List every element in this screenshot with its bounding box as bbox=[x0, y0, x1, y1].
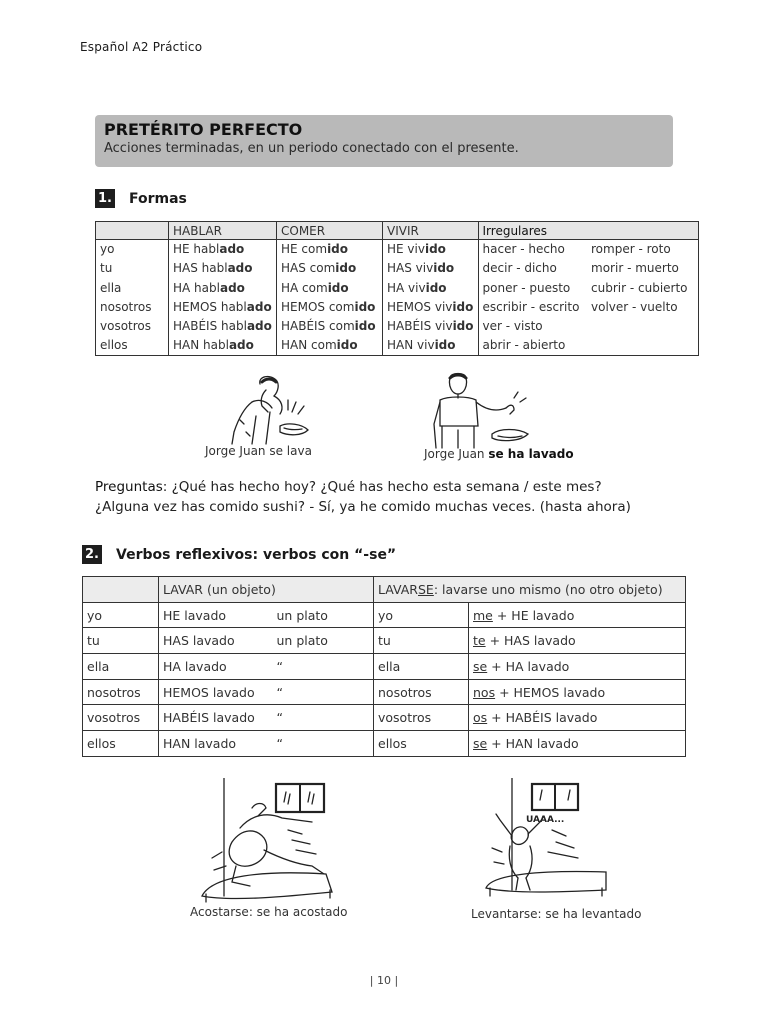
table-row bbox=[96, 240, 699, 259]
pronoun-cell: ella bbox=[83, 654, 159, 680]
section-number: 2. bbox=[82, 545, 102, 564]
running-header: Español A2 Práctico bbox=[80, 40, 203, 54]
vivir-cell: HEMOS vivido bbox=[383, 297, 479, 316]
vivir-cell: HA vivido bbox=[383, 278, 479, 297]
pronoun-cell: tu bbox=[374, 628, 469, 654]
man-washing-face-illustration bbox=[222, 372, 314, 448]
object-cell: “ bbox=[273, 705, 374, 731]
page-subtitle: Acciones terminadas, en un periodo conectado con el presente. bbox=[104, 141, 519, 156]
person-going-to-bed-illustration bbox=[192, 778, 340, 906]
pronoun-cell: yo bbox=[96, 240, 169, 259]
pronoun-cell: yo bbox=[83, 602, 159, 628]
table-header-row bbox=[83, 577, 686, 603]
header-cell-lavar: LAVAR (un objeto) bbox=[159, 577, 374, 603]
form-cell: HABÉIS lavado bbox=[159, 705, 273, 731]
reflexive-cell: nos + HEMOS lavado bbox=[469, 679, 686, 705]
header-cell bbox=[587, 222, 698, 240]
questions-block bbox=[95, 477, 631, 517]
pronoun-cell: vosotros bbox=[374, 705, 469, 731]
table-row bbox=[96, 259, 699, 278]
table-row bbox=[96, 317, 699, 336]
header-cell: HABLAR bbox=[169, 222, 277, 240]
reflexive-cell: se + HAN lavado bbox=[469, 731, 686, 757]
reflexive-table bbox=[82, 576, 686, 757]
figure-caption: Levantarse: se ha levantado bbox=[471, 907, 642, 921]
hablar-cell: HAN hablado bbox=[169, 336, 277, 355]
hablar-cell: HABÉIS hablado bbox=[169, 317, 277, 336]
person-getting-up-illustration bbox=[482, 778, 610, 898]
pronoun-cell: tu bbox=[83, 628, 159, 654]
form-cell: HAN lavado bbox=[159, 731, 273, 757]
comer-cell: HAS comido bbox=[277, 259, 383, 278]
page-title: PRETÉRITO PERFECTO bbox=[104, 120, 303, 139]
table-row bbox=[83, 602, 686, 628]
header-cell bbox=[83, 577, 159, 603]
form-cell: HE lavado bbox=[159, 602, 273, 628]
vivir-cell: HABÉIS vivido bbox=[383, 317, 479, 336]
form-cell: HA lavado bbox=[159, 654, 273, 680]
yawn-bubble-text: UAAA... bbox=[526, 815, 565, 825]
conjugation-table bbox=[95, 221, 699, 356]
vivir-cell: HAS vivido bbox=[383, 259, 479, 278]
table-row bbox=[96, 297, 699, 316]
object-cell: “ bbox=[273, 654, 374, 680]
pronoun-cell: ellos bbox=[374, 731, 469, 757]
reflexive-cell: te + HAS lavado bbox=[469, 628, 686, 654]
irregular-cell bbox=[587, 317, 698, 336]
form-cell: HEMOS lavado bbox=[159, 679, 273, 705]
section-title: Formas bbox=[129, 190, 187, 207]
pronoun-cell: ella bbox=[96, 278, 169, 297]
object-cell: “ bbox=[273, 731, 374, 757]
object-cell: “ bbox=[273, 679, 374, 705]
irregular-cell: romper - roto bbox=[591, 242, 671, 257]
irregular-cell: volver - vuelto bbox=[591, 300, 678, 315]
pronoun-cell: yo bbox=[374, 602, 469, 628]
title-box bbox=[95, 115, 673, 167]
header-cell: VIVIR bbox=[383, 222, 479, 240]
irregular-cell: poner - puesto bbox=[478, 278, 587, 297]
header-cell bbox=[96, 222, 169, 240]
comer-cell: HABÉIS comido bbox=[277, 317, 383, 336]
man-washed-illustration bbox=[428, 372, 532, 450]
table-row bbox=[96, 336, 699, 355]
comer-cell: HEMOS comido bbox=[277, 297, 383, 316]
table-header-row bbox=[96, 222, 699, 240]
vivir-cell: HE vivido bbox=[383, 240, 479, 259]
table-row bbox=[83, 679, 686, 705]
pronoun-cell: vosotros bbox=[83, 705, 159, 731]
figure-caption: Jorge Juan se ha lavado bbox=[424, 447, 574, 461]
pronoun-cell: vosotros bbox=[96, 317, 169, 336]
section-2-heading bbox=[82, 545, 396, 564]
section-number: 1. bbox=[95, 189, 115, 208]
irregular-cell: ver - visto bbox=[478, 317, 587, 336]
table-row bbox=[83, 731, 686, 757]
hablar-cell: HA hablado bbox=[169, 278, 277, 297]
irregular-cell: escribir - escrito bbox=[478, 297, 587, 316]
irregular-cell: decir - dicho bbox=[478, 259, 587, 278]
header-cell-lavarse: LAVARSE: lavarse uno mismo (no otro objeto) bbox=[374, 577, 686, 603]
irregular-cell: cubrir - cubierto bbox=[591, 280, 688, 295]
object-cell: un plato bbox=[273, 628, 374, 654]
hablar-cell: HE hablado bbox=[169, 240, 277, 259]
table-row bbox=[83, 654, 686, 680]
table-row bbox=[96, 278, 699, 297]
table-row bbox=[83, 628, 686, 654]
irregular-cell bbox=[587, 336, 698, 355]
table-row bbox=[83, 705, 686, 731]
irregular-cell: hacer - hecho bbox=[478, 240, 587, 259]
irregular-cell: morir - muerto bbox=[591, 261, 679, 276]
reflexive-cell: me + HE lavado bbox=[469, 602, 686, 628]
comer-cell: HAN comido bbox=[277, 336, 383, 355]
questions-line-1: Preguntas: ¿Qué has hecho hoy? ¿Qué has hecho esta semana / este mes? bbox=[95, 479, 602, 495]
section-title: Verbos reflexivos: verbos con “-se” bbox=[116, 546, 397, 563]
page-number: | 10 | bbox=[369, 974, 399, 987]
header-cell: COMER bbox=[277, 222, 383, 240]
pronoun-cell: ellos bbox=[96, 336, 169, 355]
form-cell: HAS lavado bbox=[159, 628, 273, 654]
questions-line-2: ¿Alguna vez has comido sushi? - Sí, ya he comido muchas veces. (hasta ahora) bbox=[95, 499, 631, 515]
pronoun-cell: nosotros bbox=[83, 679, 159, 705]
pronoun-cell: nosotros bbox=[374, 679, 469, 705]
vivir-cell: HAN vivido bbox=[383, 336, 479, 355]
irregular-cell: abrir - abierto bbox=[478, 336, 587, 355]
hablar-cell: HAS hablado bbox=[169, 259, 277, 278]
comer-cell: HA comido bbox=[277, 278, 383, 297]
pronoun-cell: nosotros bbox=[96, 297, 169, 316]
reflexive-cell: os + HABÉIS lavado bbox=[469, 705, 686, 731]
header-cell: Irregulares bbox=[478, 222, 587, 240]
object-cell: un plato bbox=[273, 602, 374, 628]
comer-cell: HE comido bbox=[277, 240, 383, 259]
hablar-cell: HEMOS hablado bbox=[169, 297, 277, 316]
figure-caption: Jorge Juan se lava bbox=[205, 444, 312, 458]
pronoun-cell: ella bbox=[374, 654, 469, 680]
pronoun-cell: tu bbox=[96, 259, 169, 278]
figure-caption: Acostarse: se ha acostado bbox=[190, 905, 348, 919]
pronoun-cell: ellos bbox=[83, 731, 159, 757]
reflexive-cell: se + HA lavado bbox=[469, 654, 686, 680]
section-1-heading bbox=[95, 189, 187, 208]
